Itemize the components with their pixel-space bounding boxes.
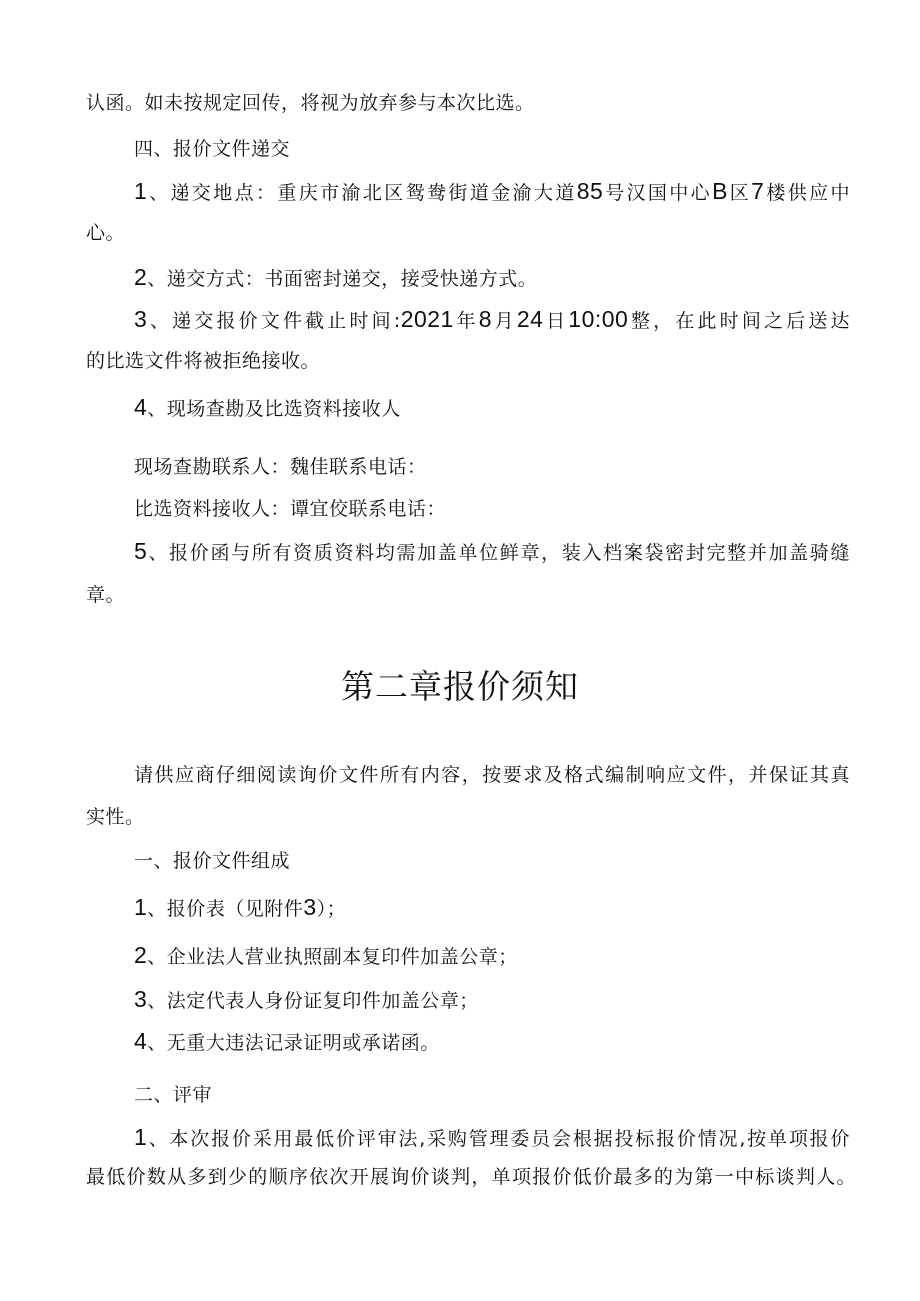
text: 年 [453, 310, 479, 332]
text: 最低价数从多到少的顺序依次开展询价谈判，单项报价低价最多的为第一中标谈判人。 [86, 1166, 856, 1188]
section-heading-submission [134, 136, 850, 162]
text: 、法定代表人身份证复印件加盖公章； [147, 990, 479, 1012]
text: 四、报价文件递交 [134, 138, 291, 160]
list-item [134, 1028, 850, 1056]
number: 10:00 [568, 306, 629, 332]
review-item-1-line [134, 1124, 850, 1152]
intro-line [134, 762, 850, 788]
number: 7 [751, 178, 765, 204]
item-number: 1 [134, 178, 148, 204]
text: 号汉国中心 [603, 182, 713, 204]
item-3-continuation [86, 348, 850, 374]
paragraph-line [86, 90, 850, 116]
text: 、本次报价采用最低价评审法,采购管理委员会根据投标报价情况,按单项报价 [147, 1128, 850, 1150]
item-1-line [134, 178, 850, 206]
item-number: 3 [134, 306, 148, 332]
item-5-continuation [86, 582, 850, 608]
text: 、无重大违法记录证明或承诺函。 [147, 1032, 440, 1054]
list-item [134, 894, 850, 922]
section-heading-review [134, 1082, 850, 1108]
text: 比选资料接收人：谭宜佼联系电话： [134, 498, 447, 520]
chapter-title: 第二章报价须知 [341, 667, 579, 706]
text: 月 [492, 310, 517, 332]
contact-line-site-survey [134, 454, 850, 480]
item-4-line [134, 394, 850, 422]
text: 请供应商仔细阅读询价文件所有内容，按要求及格式编制响应文件，并保证其真 [134, 764, 850, 786]
number: 24 [516, 306, 544, 332]
text: 区 [727, 182, 752, 204]
contact-line-receiver [134, 496, 850, 522]
text: 整，在此时间之后送达 [628, 310, 850, 332]
item-number: 5 [134, 538, 148, 564]
text: 、现场查勘及比选资料接收人 [147, 398, 401, 420]
item-number: 1 [134, 1124, 148, 1150]
text: 、报价函与所有资质资料均需加盖单位鲜章，装入档案袋密封完整并加盖骑缝 [147, 542, 850, 564]
number: 85 [576, 178, 604, 204]
list-item [134, 986, 850, 1014]
item-3-line [134, 306, 850, 334]
item-5-line [134, 538, 850, 566]
item-number: 1 [134, 894, 148, 920]
text: 认函。如未按规定回传，将视为放弃参与本次比选。 [86, 92, 535, 114]
item-number: 2 [134, 264, 148, 290]
text: 的比选文件将被拒绝接收。 [86, 350, 321, 372]
text: 、递交报价文件截止时间: [147, 310, 401, 332]
text: ）； [316, 898, 347, 920]
text: 二、评审 [134, 1084, 213, 1106]
item-2-line [134, 264, 850, 292]
item-number: 4 [134, 1028, 148, 1054]
item-number: 3 [134, 986, 148, 1012]
list-item [134, 942, 850, 970]
number: 3 [303, 894, 317, 920]
text: 、报价表（见附件 [147, 898, 304, 920]
number: B [712, 178, 728, 204]
item-number: 2 [134, 942, 148, 968]
text: 、递交地点：重庆市渝北区鸳鸯街道金渝大道 [147, 182, 577, 204]
number: 8 [478, 306, 492, 332]
text: 心。 [86, 222, 126, 244]
text: 、企业法人营业执照副本复印件加盖公章； [147, 946, 518, 968]
text: 现场查勘联系人：魏佳联系电话： [134, 456, 427, 478]
item-number: 4 [134, 394, 148, 420]
intro-continuation [86, 804, 850, 830]
text: 、递交方式：书面密封递交，接受快递方式。 [147, 268, 538, 290]
text: 一、报价文件组成 [134, 850, 291, 872]
text: 章。 [86, 584, 126, 606]
text: 实性。 [86, 806, 145, 828]
number: 2021 [400, 306, 454, 332]
item-1-continuation [86, 220, 850, 246]
text: 日 [543, 310, 569, 332]
section-heading-composition [134, 848, 850, 874]
text: 楼供应中 [764, 182, 850, 204]
review-item-1-continuation [86, 1164, 856, 1190]
